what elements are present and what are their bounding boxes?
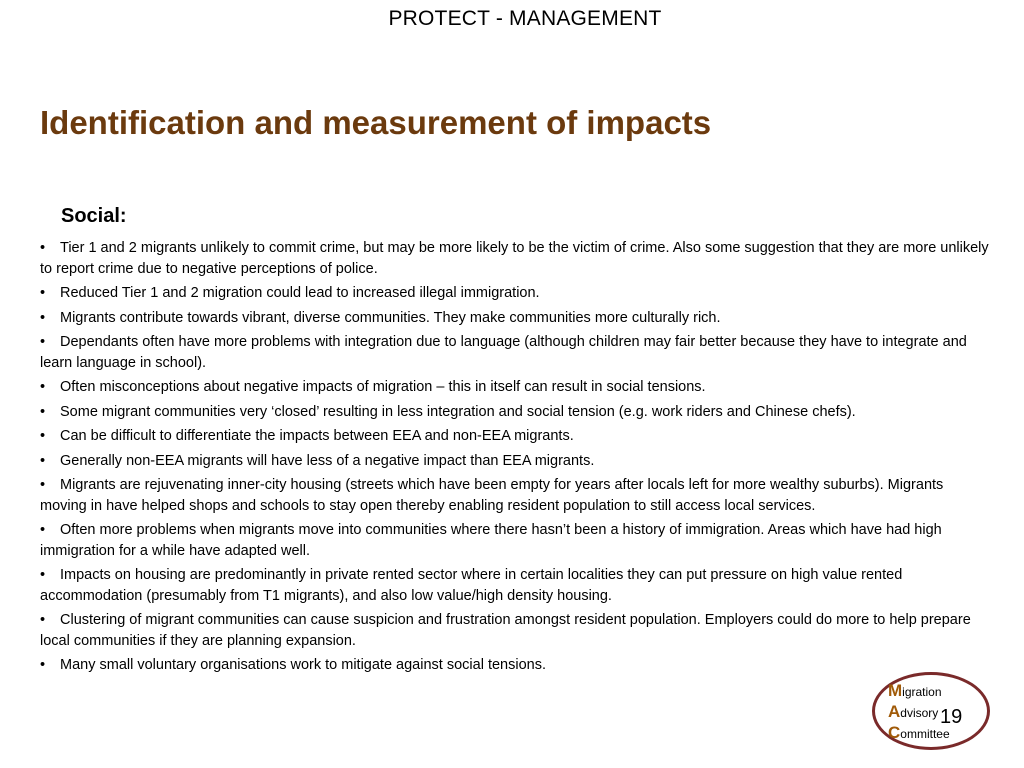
bullet-item	[40, 402, 990, 423]
bullet-marker: •	[40, 240, 46, 256]
logo-word-advisory: dvisory	[900, 706, 939, 720]
page-number: 19	[940, 706, 963, 728]
bullet-marker: •	[40, 657, 46, 673]
bullet-item	[40, 308, 990, 329]
bullet-item	[40, 610, 990, 651]
bullet-item	[40, 238, 990, 279]
logo-word-migration: igration	[902, 685, 942, 699]
logo-initial-a: A	[888, 702, 901, 721]
bullet-text: Many small voluntary organisations work to mitigate against social tensions.	[60, 657, 546, 673]
bullet-item	[40, 377, 990, 398]
logo-word-committee: ommittee	[900, 727, 950, 741]
bullet-item	[40, 283, 990, 304]
mac-logo	[872, 672, 990, 750]
bullet-text: Tier 1 and 2 migrants unlikely to commit crime, but may be more likely to be the victim of crime. Also some suggestion that they are more unlikely to report crime due to negative perceptions of police.	[40, 240, 989, 277]
bullet-marker: •	[40, 522, 46, 538]
bullet-text: Often more problems when migrants move into communities where there hasn’t been a history of immigration. Areas which have had high immigration for a while have adapted well.	[40, 522, 942, 559]
bullet-list	[40, 238, 990, 680]
bullet-item	[40, 475, 990, 516]
slide-title: Identification and measurement of impacts	[40, 104, 712, 141]
bullet-marker: •	[40, 334, 46, 350]
bullet-text: Can be difficult to differentiate the impacts between EEA and non-EEA migrants.	[60, 428, 574, 444]
bullet-text: Often misconceptions about negative impacts of migration – this in itself can result in social tensions.	[60, 379, 706, 395]
bullet-text: Generally non-EEA migrants will have less of a negative impact than EEA migrants.	[60, 452, 595, 469]
bullet-item	[40, 451, 990, 472]
bullet-text: Migrants contribute towards vibrant, diverse communities. They make communities more culturally rich.	[60, 309, 721, 326]
bullet-marker: •	[40, 285, 46, 301]
bullet-marker: •	[40, 309, 46, 326]
bullet-marker: •	[40, 612, 46, 628]
section-heading-social: Social:	[61, 205, 127, 227]
bullet-text: Migrants are rejuvenating inner-city housing (streets which have been empty for years after locals left for more wealthy suburbs). Migrants moving in have helped shops and schools to stay open thereby enabling resident population to still access local services.	[40, 477, 944, 514]
bullet-item	[40, 332, 990, 373]
bullet-marker: •	[40, 379, 46, 395]
logo-initial-m: M	[888, 681, 903, 700]
bullet-text: Some migrant communities very ‘closed’ resulting in less integration and social tension (e.g. work riders and Chinese chefs).	[60, 403, 856, 420]
bullet-marker: •	[40, 428, 46, 444]
bullet-item	[40, 655, 990, 676]
logo-initial-c: C	[888, 723, 901, 742]
bullet-marker: •	[40, 567, 46, 583]
bullet-marker: •	[40, 477, 46, 493]
bullet-item	[40, 520, 990, 561]
bullet-item	[40, 426, 990, 447]
bullet-marker: •	[40, 452, 46, 469]
bullet-text: Impacts on housing are predominantly in private rented sector where in certain localities they can put pressure on high value rented accommodation (presumably from T1 migrants), and also low value/high density housing.	[40, 567, 903, 604]
bullet-text: Dependants often have more problems with integration due to language (although children may fair better because they have to integrate and learn language in school).	[40, 334, 967, 371]
bullet-text: Reduced Tier 1 and 2 migration could lead to increased illegal immigration.	[60, 285, 540, 301]
logo-line-migration	[888, 681, 950, 702]
bullet-text: Clustering of migrant communities can cause suspicion and frustration amongst resident population. Employers could do more to help prepare local communities if they are planning expansion.	[40, 612, 971, 649]
bullet-item	[40, 565, 990, 606]
slide-header: PROTECT - MANAGEMENT	[388, 7, 662, 30]
bullet-marker: •	[40, 403, 46, 420]
